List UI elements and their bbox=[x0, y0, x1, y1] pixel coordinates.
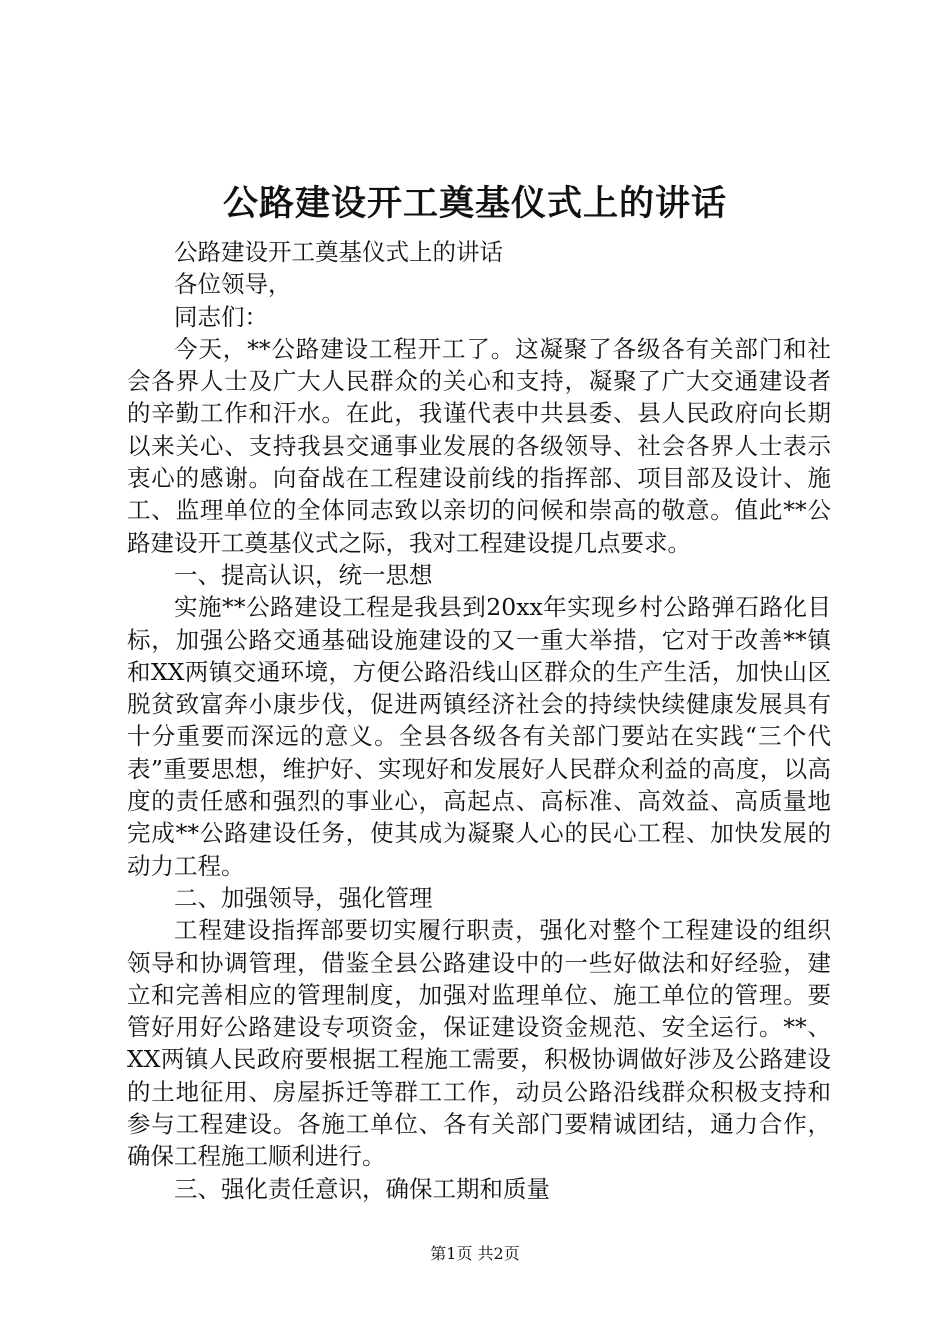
section-heading: 一、提高认识，统一思想 bbox=[174, 560, 433, 589]
document-body bbox=[127, 236, 831, 1205]
section-heading: 三、强化责任意识，确保工期和质量 bbox=[174, 1174, 550, 1203]
subtitle-paragraph: 公路建设开工奠基仪式上的讲话 bbox=[174, 238, 503, 266]
page-number: 第1页 共2页 bbox=[430, 1244, 520, 1263]
body-paragraph: 实施**公路建设工程是我县到20xx年实现乡村公路弹石路化目标，加强公路交通基础设施建设的又一重大举措，它对于改善**镇和XX两镇交通环境，方便公路沿线山区群众的生产生活，加快山区脱贫致富奔小康步伐，促进两镇经济社会的持续快续健康发展具有十分重要而深远的意义。全县各级各有关部门要站在实践“三个代表”重要思想，维护好、实现好和发展好人民群众利益的高度，以高度的责任感和强烈的事业心，高起点、高标准、高效益、高质量地完成**公路建设任务，使其成为凝聚人心的民心工程、加快发展的动力工程。 bbox=[127, 593, 831, 880]
document-title: 公路建设开工奠基仪式上的讲话 bbox=[222, 183, 727, 224]
section-heading: 二、加强领导，强化管理 bbox=[174, 883, 433, 912]
body-paragraph: 今天，**公路建设工程开工了。这凝聚了各级各有关部门和社会各界人士及广大人民群众的关心和支持，凝聚了广大交通建设者的辛勤工作和汗水。在此，我谨代表中共县委、县人民政府向长期以来关心、支持我县交通事业发展的各级领导、社会各界人士表示衷心的感谢。向奋战在工程建设前线的指挥部、项目部及设计、施工、监理单位的全体同志致以亲切的问候和崇高的敬意。值此**公路建设开工奠基仪式之际，我对工程建设提几点要求。 bbox=[127, 334, 831, 557]
salutation-leaders: 各位领导， bbox=[174, 270, 292, 299]
page-footer bbox=[0, 1243, 950, 1265]
body-paragraph: 工程建设指挥部要切实履行职责，强化对整个工程建设的组织领导和协调管理，借鉴全县公路建设中的一些好做法和好经验，建立和完善相应的管理制度，加强对监理单位、施工单位的管理。要管好用好公路建设专项资金，保证建设资金规范、安全运行。**、XX两镇人民政府要根据工程施工需要，积极协调做好涉及公路建设的土地征用、房屋拆迁等群工工作，动员公路沿线群众积极支持和参与工程建设。各施工单位、各有关部门要精诚团结，通力合作，确保工程施工顺利进行。 bbox=[127, 916, 831, 1171]
salutation-comrades: 同志们： bbox=[174, 302, 268, 331]
